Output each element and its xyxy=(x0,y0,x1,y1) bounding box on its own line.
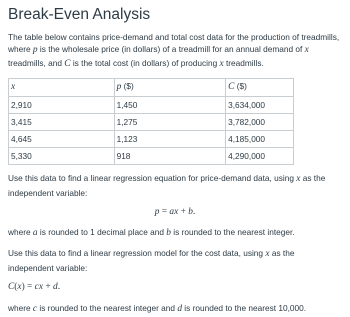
table-row xyxy=(9,97,294,114)
header-cost xyxy=(226,79,294,97)
cell-x: 3,415 xyxy=(9,114,115,131)
math-var-b: b xyxy=(166,228,171,239)
math-var-d: d xyxy=(53,281,58,292)
math-op: ) xyxy=(21,281,25,292)
cell-cost: 4,185,000 xyxy=(226,131,294,148)
math-op: = xyxy=(24,281,35,292)
math-var-p: p xyxy=(32,44,38,55)
intro-text: is the wholesale price (in dollars) of a treadmill for an annual demand of xyxy=(37,43,305,54)
math-var-d: d xyxy=(177,304,182,315)
cell-price: 918 xyxy=(114,148,226,165)
math-var-x: x xyxy=(174,206,179,217)
math-op: . xyxy=(57,281,61,292)
math-var-x: x xyxy=(265,248,270,259)
math-var-c: c xyxy=(32,304,38,315)
intro-text: treadmills, and xyxy=(8,58,65,69)
intro-text: is the total cost (in dollars) of producing xyxy=(70,58,220,69)
cost-equation xyxy=(8,280,342,295)
math-op: . xyxy=(192,206,196,217)
math-var-x: x xyxy=(219,59,224,70)
math-var-x: x xyxy=(38,281,44,292)
page-title: Break-Even Analysis xyxy=(8,6,151,23)
math-var-x: x xyxy=(304,44,309,55)
cell-price: 1,450 xyxy=(114,97,226,114)
cell-x: 5,330 xyxy=(9,148,115,165)
math-var-b: b xyxy=(188,206,193,217)
cell-cost: 3,634,000 xyxy=(226,97,294,114)
instruction-text: as the independent variable: xyxy=(8,173,326,198)
math-var-c: C xyxy=(228,82,235,93)
math-var-p: p xyxy=(154,206,160,217)
price-demand-instruction xyxy=(8,172,342,199)
cell-price: 1,123 xyxy=(114,131,226,148)
cell-cost: 3,782,000 xyxy=(226,114,294,131)
table-header-row xyxy=(9,79,294,97)
cell-x: 4,645 xyxy=(9,131,115,148)
math-var-a: a xyxy=(32,228,38,239)
math-op: ( xyxy=(14,281,18,292)
table-row xyxy=(9,114,294,131)
intro-text: treadmills. xyxy=(223,58,264,69)
instruction-text: as the independent variable: xyxy=(8,247,295,273)
cell-cost: 4,290,000 xyxy=(226,148,294,165)
note-text: is rounded to the nearest 10,000. xyxy=(182,303,307,314)
intro-text: The table below contains price-demand and total cost data for the production of treadmills, where xyxy=(8,31,340,54)
note-text: is rounded to 1 decimal place and xyxy=(37,227,167,238)
note-text: is rounded to the nearest integer and xyxy=(37,303,178,314)
note-text: where xyxy=(8,227,33,238)
cost-rounding-note xyxy=(8,302,342,317)
header-x xyxy=(9,79,115,97)
price-demand-equation xyxy=(8,205,342,220)
math-var-c: C xyxy=(8,281,15,292)
math-op: + xyxy=(43,281,53,292)
math-var-x: x xyxy=(11,82,16,93)
note-text: where xyxy=(8,303,33,314)
math-var-x: x xyxy=(17,281,22,292)
note-text: is rounded to the nearest integer. xyxy=(170,227,295,238)
unit-label: ($) xyxy=(121,81,134,92)
header-price xyxy=(114,79,226,97)
cost-instruction xyxy=(8,247,342,274)
price-demand-rounding-note xyxy=(8,226,342,241)
cell-x: 2,910 xyxy=(9,97,115,114)
math-var-c: c xyxy=(34,281,39,292)
math-op: + xyxy=(178,206,189,217)
unit-label: ($) xyxy=(234,81,247,92)
math-op: = xyxy=(159,206,170,217)
math-var-c: C xyxy=(64,59,71,70)
instruction-text: Use this data to find a linear regression equation for price-demand data, using xyxy=(8,173,297,184)
intro-paragraph xyxy=(8,31,342,72)
table-row xyxy=(9,148,294,165)
table-row xyxy=(9,131,294,148)
math-var-x: x xyxy=(296,174,301,185)
data-table xyxy=(8,78,294,165)
instruction-text: Use this data to find a linear regression model for the cost data, using xyxy=(8,247,266,258)
math-var-p: p xyxy=(116,82,122,93)
cell-price: 1,275 xyxy=(114,114,226,131)
math-var-a: a xyxy=(169,206,175,217)
